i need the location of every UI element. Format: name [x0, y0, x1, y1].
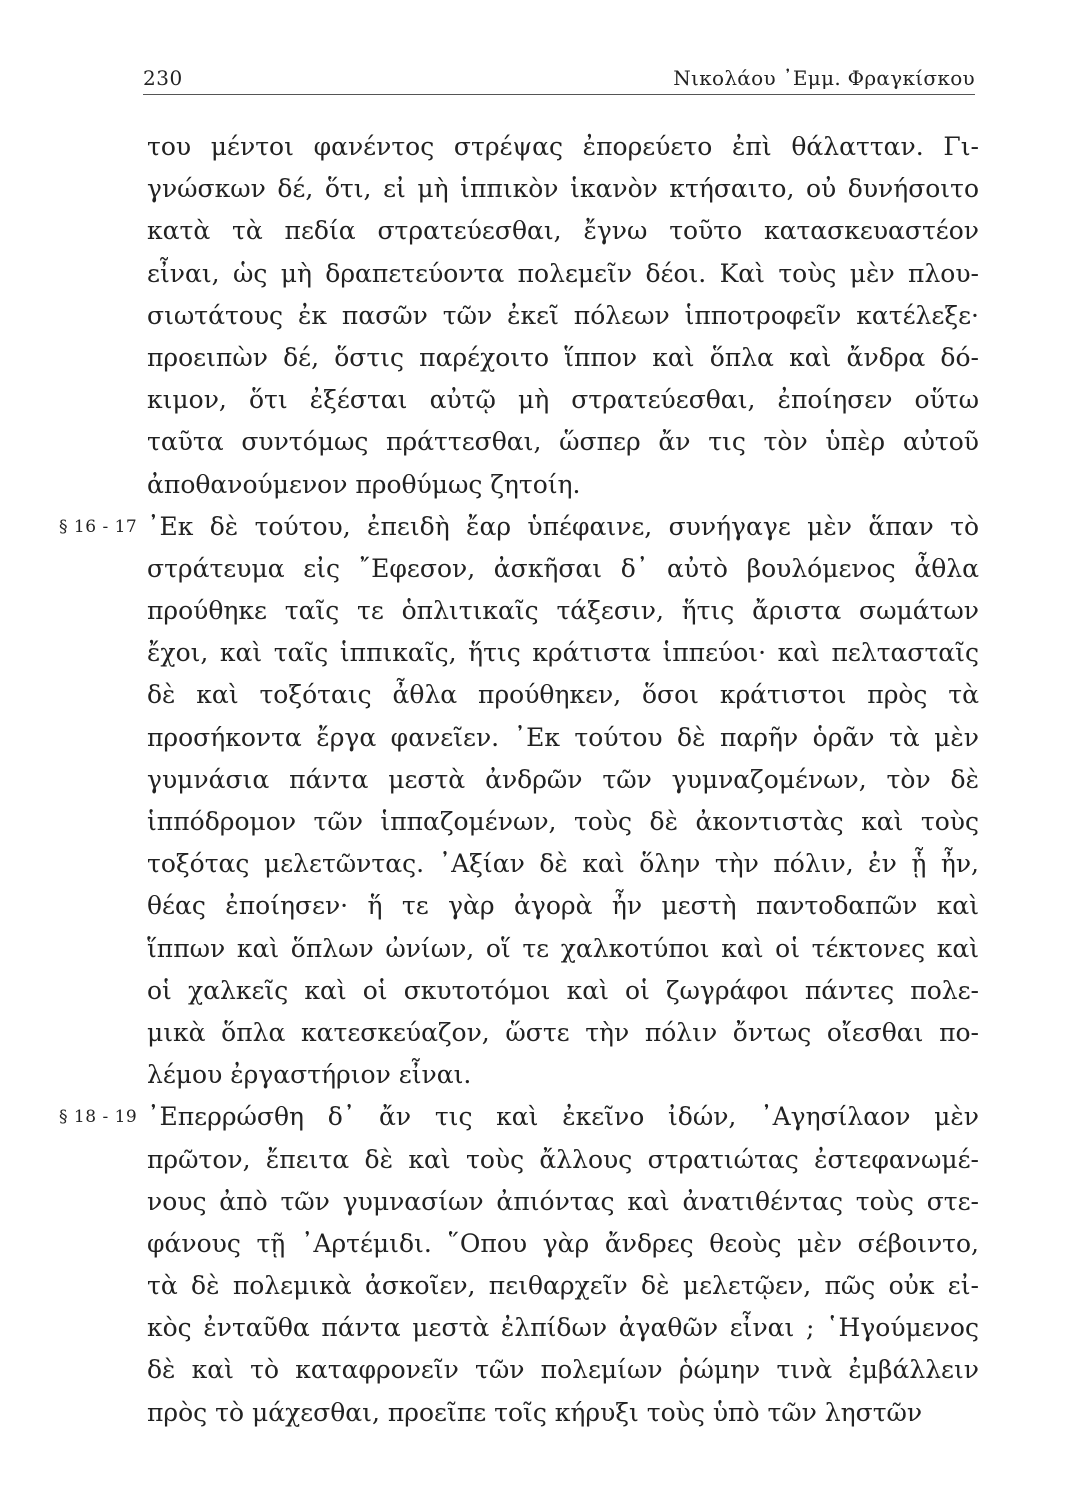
line-text: δὲ καὶ τὸ καταφρονεῖν τῶν πολεμίων ῥώμην τινὰ ἐμβάλλειν — [147, 1355, 979, 1385]
text-line — [147, 295, 979, 337]
text-line — [147, 759, 979, 801]
line-text: πρὸς τὸ μάχεσθαι, προεῖπε τοῖς κήρυξι τοὺς ὑπὸ τῶν ληστῶν — [147, 1397, 923, 1427]
line-text: σιωτάτους ἐκ πασῶν τῶν ἐκεῖ πόλεων ἱπποτροφεῖν κατέλεξε· — [147, 300, 979, 330]
line-text: τοξότας μελετῶντας. ᾿Αξίαν δὲ καὶ ὅλην τὴν πόλιν, ἐν ᾗ ἦν, — [147, 849, 979, 879]
line-text: ἱππόδρομον τῶν ἱππαζομένων, τοὺς δὲ ἀκοντιστὰς καὶ τοὺς — [147, 807, 979, 836]
page-header — [143, 60, 975, 95]
line-text: κιμον, ὅτι ἐξέσται αὐτῷ μὴ στρατεύεσθαι, ἐποίησεν οὕτω — [147, 385, 979, 415]
text-line — [147, 421, 979, 463]
text-line — [59, 1096, 979, 1138]
text-line — [147, 1181, 979, 1223]
text-line — [147, 379, 979, 421]
line-text: κὸς ἐνταῦθα πάντα μεστὰ ἐλπίδων ἀγαθῶν εἶναι ; ῾Ηγούμενος — [147, 1313, 979, 1343]
line-text: μικὰ ὅπλα κατεσκεύαζον, ὥστε τὴν πόλιν ὄντως οἴεσθαι πο- — [147, 1017, 979, 1047]
line-text: στράτευμα εἰς ῎Εφεσον, ἀσκῆσαι δ᾿ αὐτὸ βουλόμενος ἆθλα — [147, 553, 979, 583]
text-line — [147, 843, 979, 885]
line-text: ἔχοι, καὶ ταῖς ἱππικαῖς, ἥτις κράτιστα ἱππεύοι· καὶ πελτασταῖς — [147, 638, 979, 668]
text-line — [147, 253, 979, 295]
text-line — [147, 548, 979, 590]
text-line — [147, 674, 979, 716]
text-line — [147, 632, 979, 674]
line-text: ᾿Επερρώσθη δ᾿ ἄν τις καὶ ἐκεῖνο ἰδών, ᾿Αγησίλαον μὲν — [147, 1102, 979, 1132]
text-line — [147, 1223, 979, 1265]
text-line — [147, 168, 979, 210]
line-text: τὰ δὲ πολεμικὰ ἀσκοῖεν, πειθαρχεῖν δὲ μελετῷεν, πῶς οὐκ εἰ- — [147, 1271, 979, 1301]
line-text: προύθηκε ταῖς τε ὁπλιτικαῖς τάξεσιν, ἥτις ἄριστα σωμάτων — [147, 596, 979, 626]
text-line — [147, 590, 979, 632]
text-line — [147, 801, 979, 843]
line-text: νους ἀπὸ τῶν γυμνασίων ἀπιόντας καὶ ἀνατιθέντας τοὺς στε- — [147, 1186, 979, 1216]
text-line — [147, 970, 979, 1012]
text-line — [147, 464, 979, 506]
text-line — [147, 1349, 979, 1391]
line-text: γνώσκων δέ, ὅτι, εἰ μὴ ἱππικὸν ἱκανὸν κτήσαιτο, οὐ δυνήσοιτο — [147, 174, 979, 204]
line-text: κατὰ τὰ πεδία στρατεύεσθαι, ἔγνω τοῦτο κατασκευαστέον — [147, 216, 979, 246]
text-line — [59, 506, 979, 548]
page-number: 230 — [143, 66, 183, 90]
line-text: εἶναι, ὡς μὴ δραπετεύοντα πολεμεῖν δέοι. Καὶ τοὺς μὲν πλου- — [147, 258, 979, 288]
line-text: του μέντοι φανέντος στρέψας ἐπορεύετο ἐπὶ θάλατταν. Γι- — [147, 132, 979, 161]
line-text: ἀποθανούμενον προθύμως ζητοίη. — [147, 469, 581, 499]
text-line — [147, 337, 979, 379]
text-line — [147, 885, 979, 927]
text-line — [147, 928, 979, 970]
running-head: Νικολάου ᾿Εμμ. Φραγκίσκου — [673, 66, 975, 90]
line-text: ἵππων καὶ ὅπλων ὠνίων, οἵ τε χαλκοτύποι καὶ οἱ τέκτονες καὶ — [147, 933, 979, 963]
text-line — [147, 1054, 979, 1096]
line-text: θέας ἐποίησεν· ἥ τε γὰρ ἀγορὰ ἦν μεστὴ παντοδαπῶν καὶ — [147, 891, 979, 921]
text-body — [59, 126, 979, 1434]
text-line — [147, 1012, 979, 1054]
line-text: οἱ χαλκεῖς καὶ οἱ σκυτοτόμοι καὶ οἱ ζωγράφοι πάντες πολε- — [147, 975, 979, 1005]
section-marker: § 18 - 19 — [59, 1107, 138, 1128]
text-line — [147, 210, 979, 252]
line-text: πρῶτον, ἔπειτα δὲ καὶ τοὺς ἄλλους στρατιώτας ἐστεφανωμέ- — [147, 1144, 979, 1174]
line-text: ᾿Εκ δὲ τούτου, ἐπειδὴ ἔαρ ὑπέφαινε, συνήγαγε μὲν ἅπαν τὸ — [147, 511, 979, 541]
text-line — [147, 717, 979, 759]
text-line — [147, 1139, 979, 1181]
text-line — [147, 1307, 979, 1349]
text-line — [147, 1392, 979, 1434]
text-line — [147, 1265, 979, 1307]
section-marker: § 16 - 17 — [59, 516, 138, 537]
line-text: προσήκοντα ἔργα φανεῖεν. ᾿Εκ τούτου δὲ παρῆν ὁρᾶν τὰ μὲν — [147, 722, 979, 752]
text-line — [147, 126, 979, 168]
line-text: γυμνάσια πάντα μεστὰ ἀνδρῶν τῶν γυμναζομένων, τὸν δὲ — [147, 764, 979, 794]
line-text: προειπὼν δέ, ὅστις παρέχοιτο ἵππον καὶ ὅπλα καὶ ἄνδρα δό- — [147, 342, 979, 372]
line-text: δὲ καὶ τοξόταις ἆθλα προύθηκεν, ὅσοι κράτιστοι πρὸς τὰ — [147, 680, 979, 710]
line-text: φάνους τῇ ᾿Αρτέμιδι. ῞Οπου γὰρ ἄνδρες θεοὺς μὲν σέβοιντο, — [147, 1228, 979, 1258]
line-text: λέμου ἐργαστήριον εἶναι. — [147, 1060, 472, 1090]
line-text: ταῦτα συντόμως πράττεσθαι, ὥσπερ ἄν τις τὸν ὑπὲρ αὐτοῦ — [147, 427, 979, 457]
